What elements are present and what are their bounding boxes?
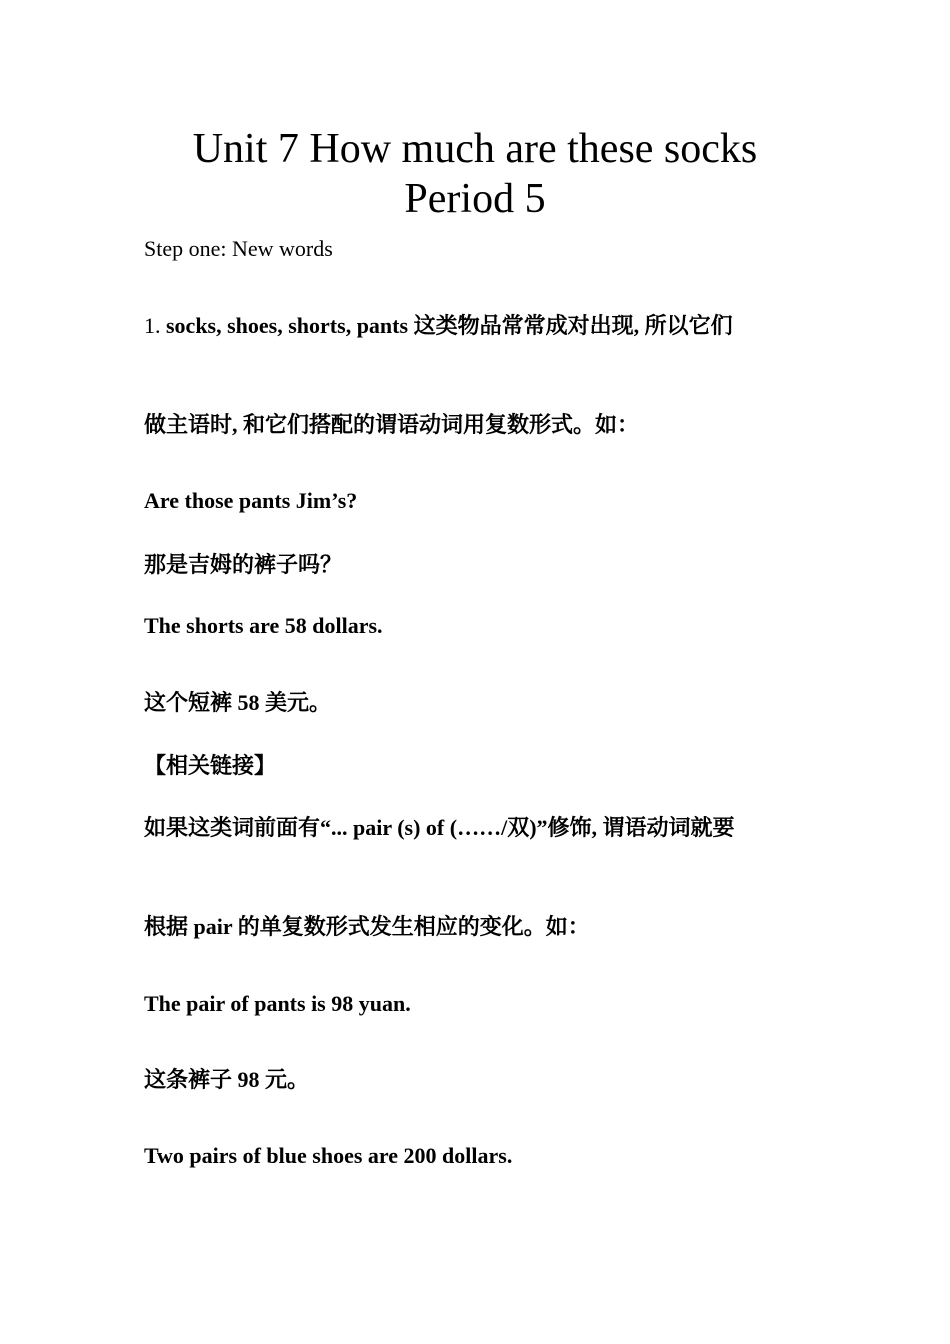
item-1-words: socks, shoes, shorts, pants: [166, 313, 409, 338]
example-2-english: The shorts are 58 dollars.: [144, 613, 383, 638]
item-1-number: 1.: [144, 313, 166, 338]
related-link-heading: 【相关链接】: [144, 753, 277, 778]
document-title: [0, 124, 950, 224]
related-text-line-2: 根据 pair 的单复数形式发生相应的变化。如：: [144, 914, 590, 939]
example-4-english: Two pairs of blue shoes are 200 dollars.: [144, 1143, 513, 1168]
related-text-line-1: 如果这类词前面有“... pair (s) of (……/双)”修饰, 谓语动词就要: [144, 815, 735, 840]
title-line-2: Period 5: [404, 176, 546, 222]
item-1-line-1: [144, 312, 824, 340]
example-3-chinese: 这条裤子 98 元。: [144, 1067, 310, 1092]
item-1-rest: 这类物品常常成对出现, 所以它们: [408, 313, 733, 338]
example-3-english: The pair of pants is 98 yuan.: [144, 991, 411, 1016]
example-2-chinese: 这个短裤 58 美元。: [144, 690, 332, 715]
step-heading: Step one: New words: [144, 236, 333, 261]
example-1-chinese: 那是吉姆的裤子吗？: [144, 552, 343, 577]
example-1-english: Are those pants Jim’s?: [144, 488, 358, 513]
item-1-line-2: 做主语时, 和它们搭配的谓语动词用复数形式。如：: [144, 412, 640, 437]
title-line-1: Unit 7 How much are these socks: [192, 126, 758, 172]
